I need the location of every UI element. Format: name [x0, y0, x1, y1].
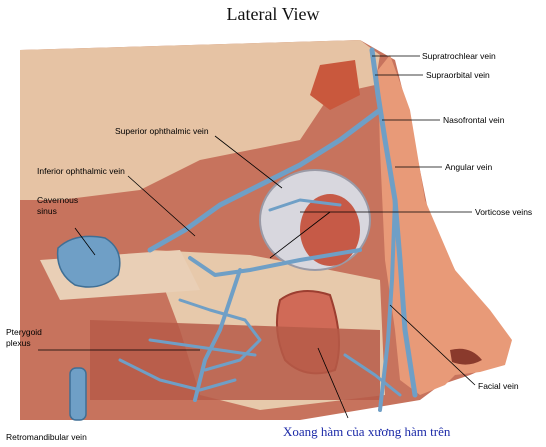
- label-pterygoid-plexus-2: plexus: [6, 338, 31, 348]
- label-pterygoid-plexus-1: Pterygoid: [6, 327, 42, 337]
- label-facial-vein: Facial vein: [478, 381, 519, 391]
- label-supraorbital-vein: Supraorbital vein: [426, 70, 490, 80]
- label-superior-ophthalmic-vein: Superior ophthalmic vein: [115, 126, 209, 136]
- label-supratrochlear-vein: Supratrochlear vein: [422, 51, 496, 61]
- label-angular-vein: Angular vein: [445, 162, 493, 172]
- label-cavernous-sinus-2: sinus: [37, 206, 57, 216]
- diagram-title: Lateral View: [226, 4, 320, 24]
- vietnamese-caption: Xoang hàm của xương hàm trên: [283, 424, 451, 439]
- label-retromandibular-vein: Retromandibular vein: [6, 432, 87, 442]
- label-nasofrontal-vein: Nasofrontal vein: [443, 115, 505, 125]
- label-vorticose-veins: Vorticose veins: [475, 207, 533, 217]
- retromandibular-vein-shape: [70, 368, 86, 420]
- label-inferior-ophthalmic-vein: Inferior ophthalmic vein: [37, 166, 125, 176]
- label-cavernous-sinus-1: Cavernous: [37, 195, 79, 205]
- cavernous-sinus-shape: [58, 236, 120, 287]
